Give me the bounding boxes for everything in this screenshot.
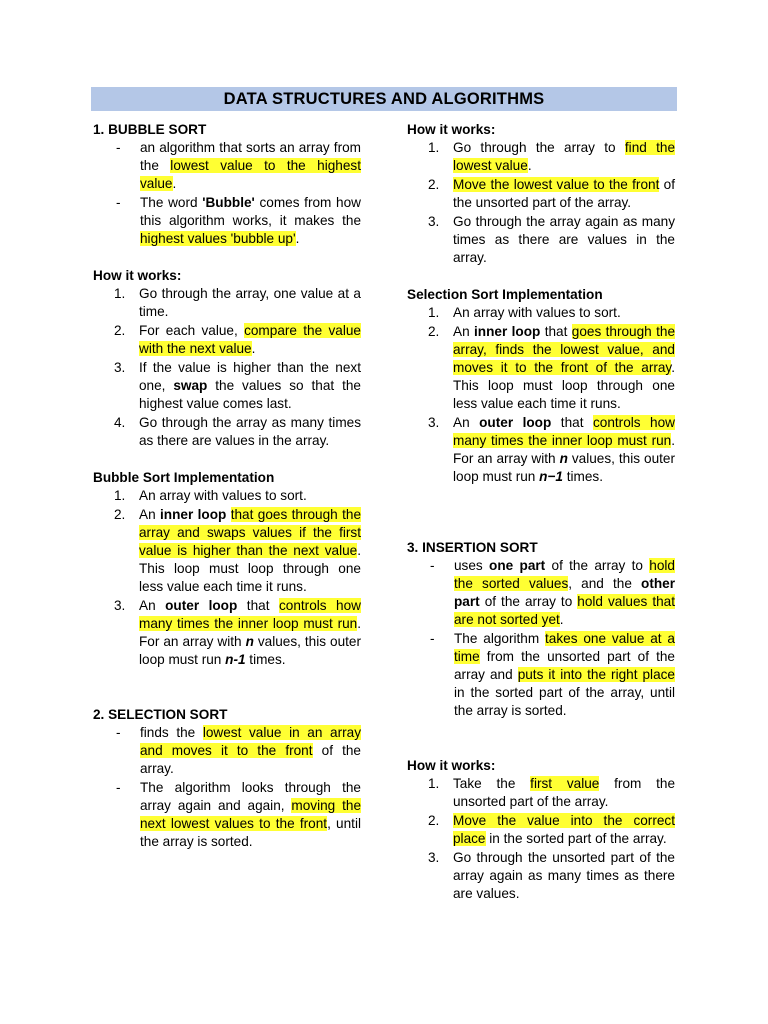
text-run: . For an array with — [139, 616, 361, 649]
text-run: An — [139, 598, 166, 613]
highlighted-text: moving the next lowest values to the front — [140, 798, 362, 831]
bullet-list — [407, 557, 675, 720]
highlighted-text: puts it into the right place — [517, 667, 675, 682]
emphasis-text: outer loop — [165, 598, 238, 613]
list-item — [407, 775, 675, 811]
text-run: The algorithm — [454, 631, 546, 646]
text-run: comes from how this algorithm works, it makes the — [140, 195, 361, 228]
list-item-text — [453, 775, 675, 811]
section-heading: 2. SELECTION SORT — [93, 707, 228, 722]
list-item — [93, 724, 361, 778]
text-run: that — [540, 324, 572, 339]
highlighted-text: controls how many times the inner loop must run — [453, 415, 675, 448]
list-item-text — [453, 414, 675, 486]
list-marker: 2. — [114, 323, 126, 338]
numbered-list — [93, 285, 361, 450]
list-marker: 2. — [428, 177, 440, 192]
list-item — [407, 176, 675, 212]
list-item — [93, 779, 361, 851]
text-run: Take the — [453, 776, 531, 791]
list-item — [93, 597, 361, 669]
list-item-text — [139, 359, 361, 413]
text-run: of the array to — [479, 594, 578, 609]
text-run: . This loop must loop through one less value each time it runs. — [139, 543, 361, 594]
text-run: Go through the array again as many times as there are values in the array. — [453, 214, 675, 265]
highlighted-text: find the lowest value — [453, 140, 676, 173]
emphasis-text: n — [559, 451, 568, 466]
title-banner — [91, 87, 677, 111]
highlighted-text: controls how many times the inner loop must run — [139, 598, 361, 631]
list-item — [93, 285, 361, 321]
text-run: from the unsorted part of the array and — [454, 649, 675, 682]
list-item — [93, 322, 361, 358]
list-marker: - — [430, 631, 435, 646]
numbered-list — [407, 139, 675, 267]
list-item — [93, 414, 361, 450]
list-marker: 1. — [114, 488, 126, 503]
spacer — [407, 487, 675, 539]
spacer — [93, 249, 361, 267]
list-item-text — [139, 487, 361, 505]
text-run: uses — [454, 558, 490, 573]
list-item-text — [139, 285, 361, 321]
list-marker: 3. — [114, 598, 126, 613]
list-marker: 3. — [428, 214, 440, 229]
numbered-list — [407, 775, 675, 903]
list-item-text — [453, 304, 675, 322]
list-item-text — [453, 213, 675, 267]
emphasis-text: n-1 — [225, 652, 246, 667]
text-run: the values so that the highest value comes last. — [139, 378, 361, 411]
highlighted-text: highest values 'bubble up' — [140, 231, 296, 246]
list-item-text — [454, 557, 675, 629]
spacer — [93, 451, 361, 469]
list-marker: 2. — [114, 507, 126, 522]
list-marker: - — [116, 725, 121, 740]
list-marker: - — [116, 780, 121, 795]
list-marker: 1. — [428, 140, 440, 155]
list-marker: - — [116, 140, 121, 155]
section-heading: 1. BUBBLE SORT — [93, 122, 207, 137]
text-run: . — [527, 158, 532, 173]
list-marker: - — [116, 195, 121, 210]
text-run: The word — [140, 195, 203, 210]
highlighted-text: goes through the array, finds the lowest value, and moves it to the front of the array — [453, 324, 676, 375]
list-marker: 3. — [114, 360, 126, 375]
text-run: finds the — [140, 725, 203, 740]
list-item — [407, 849, 675, 903]
list-marker: 1. — [428, 305, 440, 320]
left-column — [93, 121, 361, 852]
list-marker: 1. — [428, 776, 440, 791]
text-run: . For an array with — [453, 433, 675, 466]
emphasis-text: inner loop — [160, 507, 227, 522]
text-run: An — [139, 507, 161, 522]
list-item — [407, 304, 675, 322]
section-heading: Selection Sort Implementation — [407, 287, 603, 302]
emphasis-text: one part — [489, 558, 546, 573]
text-run: , and the — [568, 576, 642, 591]
right-column — [407, 121, 675, 904]
text-run: of the unsorted part of the array. — [453, 177, 675, 210]
spacer — [93, 670, 361, 706]
numbered-list — [407, 304, 675, 486]
list-item-text — [453, 323, 675, 413]
list-item — [407, 557, 675, 629]
list-item — [407, 414, 675, 486]
list-item — [407, 213, 675, 267]
text-run: values, this outer loop must run — [139, 634, 362, 667]
numbered-list — [93, 487, 361, 669]
list-item — [93, 487, 361, 505]
text-run: The algorithm looks through the array again and again, — [140, 780, 361, 813]
text-run: times. — [562, 469, 603, 484]
list-item — [93, 194, 361, 248]
list-marker: 2. — [428, 324, 440, 339]
emphasis-text: outer loop — [479, 415, 552, 430]
section-heading: How it works: — [93, 268, 182, 283]
list-item-text — [454, 630, 675, 720]
section-heading: 3. INSERTION SORT — [407, 540, 538, 555]
highlighted-text: compare the value with the next value — [139, 323, 361, 356]
list-item-text — [139, 414, 361, 450]
list-item-text — [139, 506, 361, 596]
text-run: For each value, — [139, 323, 245, 338]
emphasis-text: n — [245, 634, 254, 649]
section-heading: How it works: — [407, 758, 496, 773]
text-run: . — [172, 176, 177, 191]
list-item-text — [140, 139, 361, 193]
list-item — [407, 630, 675, 720]
text-run: An array with values to sort. — [453, 305, 621, 320]
highlighted-text: lowest value in an array and moves it to the front — [140, 725, 361, 758]
list-item — [407, 812, 675, 848]
text-run: Go through the array as many times as there are values in the array. — [139, 415, 361, 448]
list-item-text — [453, 849, 675, 903]
text-run: from the unsorted part of the array. — [453, 776, 676, 809]
text-run: An — [453, 415, 480, 430]
list-item-text — [453, 812, 675, 848]
text-run: An array with values to sort. — [139, 488, 307, 503]
emphasis-text: swap — [173, 378, 208, 393]
text-run: that — [237, 598, 279, 613]
list-marker: 4. — [114, 415, 126, 430]
text-run: . — [559, 612, 564, 627]
highlighted-text: takes one value at a time — [454, 631, 675, 664]
list-item — [407, 139, 675, 175]
section-heading: How it works: — [407, 122, 496, 137]
text-run: Go through the array to — [453, 140, 625, 155]
highlighted-text: first value — [530, 776, 600, 791]
text-run: . — [295, 231, 300, 246]
emphasis-text: inner loop — [474, 324, 541, 339]
emphasis-text: 'Bubble' — [202, 195, 255, 210]
highlighted-text: hold values that are not sorted yet — [454, 594, 675, 627]
list-item — [93, 139, 361, 193]
list-item-text — [140, 779, 361, 851]
list-item — [93, 506, 361, 596]
section-heading: Bubble Sort Implementation — [93, 470, 275, 485]
bullet-list — [93, 139, 361, 248]
emphasis-text: n−1 — [539, 469, 563, 484]
list-item — [407, 323, 675, 413]
emphasis-text: other part — [454, 576, 675, 609]
list-item-text — [453, 176, 675, 212]
text-run: in the sorted part of the array. — [485, 831, 667, 846]
highlighted-text: Move the lowest value to the front — [453, 177, 660, 192]
text-run: an algorithm that sorts an array from the — [140, 140, 361, 173]
bullet-list — [93, 724, 361, 851]
highlighted-text: Move the value into the correct place — [453, 813, 675, 846]
highlighted-text: that goes through the array and swaps values if the first value is higher than the next value — [139, 507, 362, 558]
text-run: in the sorted part of the array, until the array is sorted. — [454, 685, 675, 718]
list-marker: 3. — [428, 850, 440, 865]
list-marker: - — [430, 558, 435, 573]
text-run: Go through the unsorted part of the array again as many times as there are values. — [453, 850, 675, 901]
list-item-text — [140, 724, 361, 778]
list-item-text — [139, 597, 361, 669]
text-run: , until the array is sorted. — [140, 816, 361, 849]
highlighted-text: lowest value to the highest value — [140, 158, 361, 191]
text-run: If the value is higher than the next one, — [139, 360, 361, 393]
list-item-text — [139, 322, 361, 358]
text-run: of the array. — [140, 743, 361, 776]
text-run: Go through the array, one value at a time. — [139, 286, 361, 319]
list-item-text — [453, 139, 675, 175]
list-item-text — [140, 194, 361, 248]
text-run: times. — [245, 652, 286, 667]
text-run: values, this outer loop must run — [453, 451, 676, 484]
highlighted-text: hold the sorted values — [454, 558, 675, 591]
list-item — [93, 359, 361, 413]
text-run: . This loop must loop through one less value each time it runs. — [453, 360, 675, 411]
text-run: of the array to — [545, 558, 650, 573]
text-run: An — [453, 324, 475, 339]
list-marker: 2. — [428, 813, 440, 828]
list-marker: 3. — [428, 415, 440, 430]
text-run: . — [251, 341, 256, 356]
list-marker: 1. — [114, 286, 126, 301]
spacer — [407, 721, 675, 757]
spacer — [407, 268, 675, 286]
document-title: DATA STRUCTURES AND ALGORITHMS — [223, 89, 545, 108]
text-run: that — [551, 415, 593, 430]
